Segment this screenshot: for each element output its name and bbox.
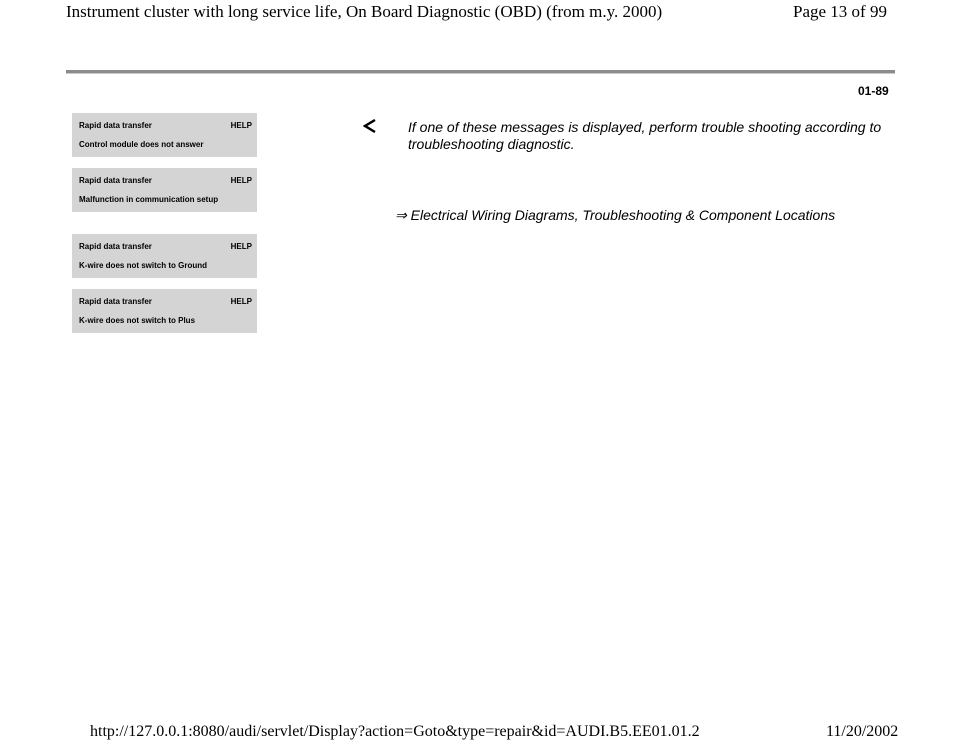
message-box-label: Rapid data transfer [79, 297, 152, 306]
arrow-left-icon [363, 119, 376, 133]
message-box-help: HELP [230, 297, 252, 306]
message-box-label: Rapid data transfer [79, 242, 152, 251]
message-box-kwire-plus [72, 289, 257, 333]
message-box-help: HELP [230, 121, 252, 130]
message-box-malfunction [72, 168, 257, 212]
page-counter: Page 13 of 99 [793, 2, 887, 21]
cross-reference-link[interactable]: Electrical Wiring Diagrams, Troubleshooting & Component Locations [410, 207, 836, 223]
footer-url: http://127.0.0.1:8080/audi/servlet/Display?action=Goto&type=repair&id=AUDI.B5.EE01.01.2 [90, 723, 700, 740]
message-box-label: Rapid data transfer [79, 121, 152, 130]
double-arrow-icon: ⇒ [395, 207, 407, 223]
message-box-help: HELP [230, 242, 252, 251]
instruction-text: If one of these messages is displayed, perform trouble shooting according to troubleshooting diagnostic. [408, 119, 882, 152]
section-page-number: 01-89 [858, 84, 889, 98]
message-box-control-module [72, 113, 257, 157]
document-title: Instrument cluster with long service life, On Board Diagnostic (OBD) (from m.y. 2000) [66, 2, 663, 21]
message-box-help: HELP [230, 176, 252, 185]
cross-reference[interactable] [395, 207, 835, 224]
message-box-text: K-wire does not switch to Plus [79, 316, 196, 325]
message-box-kwire-ground [72, 234, 257, 278]
message-box-label: Rapid data transfer [79, 176, 152, 185]
header-divider [66, 70, 895, 74]
footer-date: 11/20/2002 [826, 723, 899, 740]
message-box-text: Control module does not answer [79, 140, 204, 149]
message-box-text: K-wire does not switch to Ground [79, 261, 207, 270]
message-box-text: Malfunction in communication setup [79, 195, 219, 204]
